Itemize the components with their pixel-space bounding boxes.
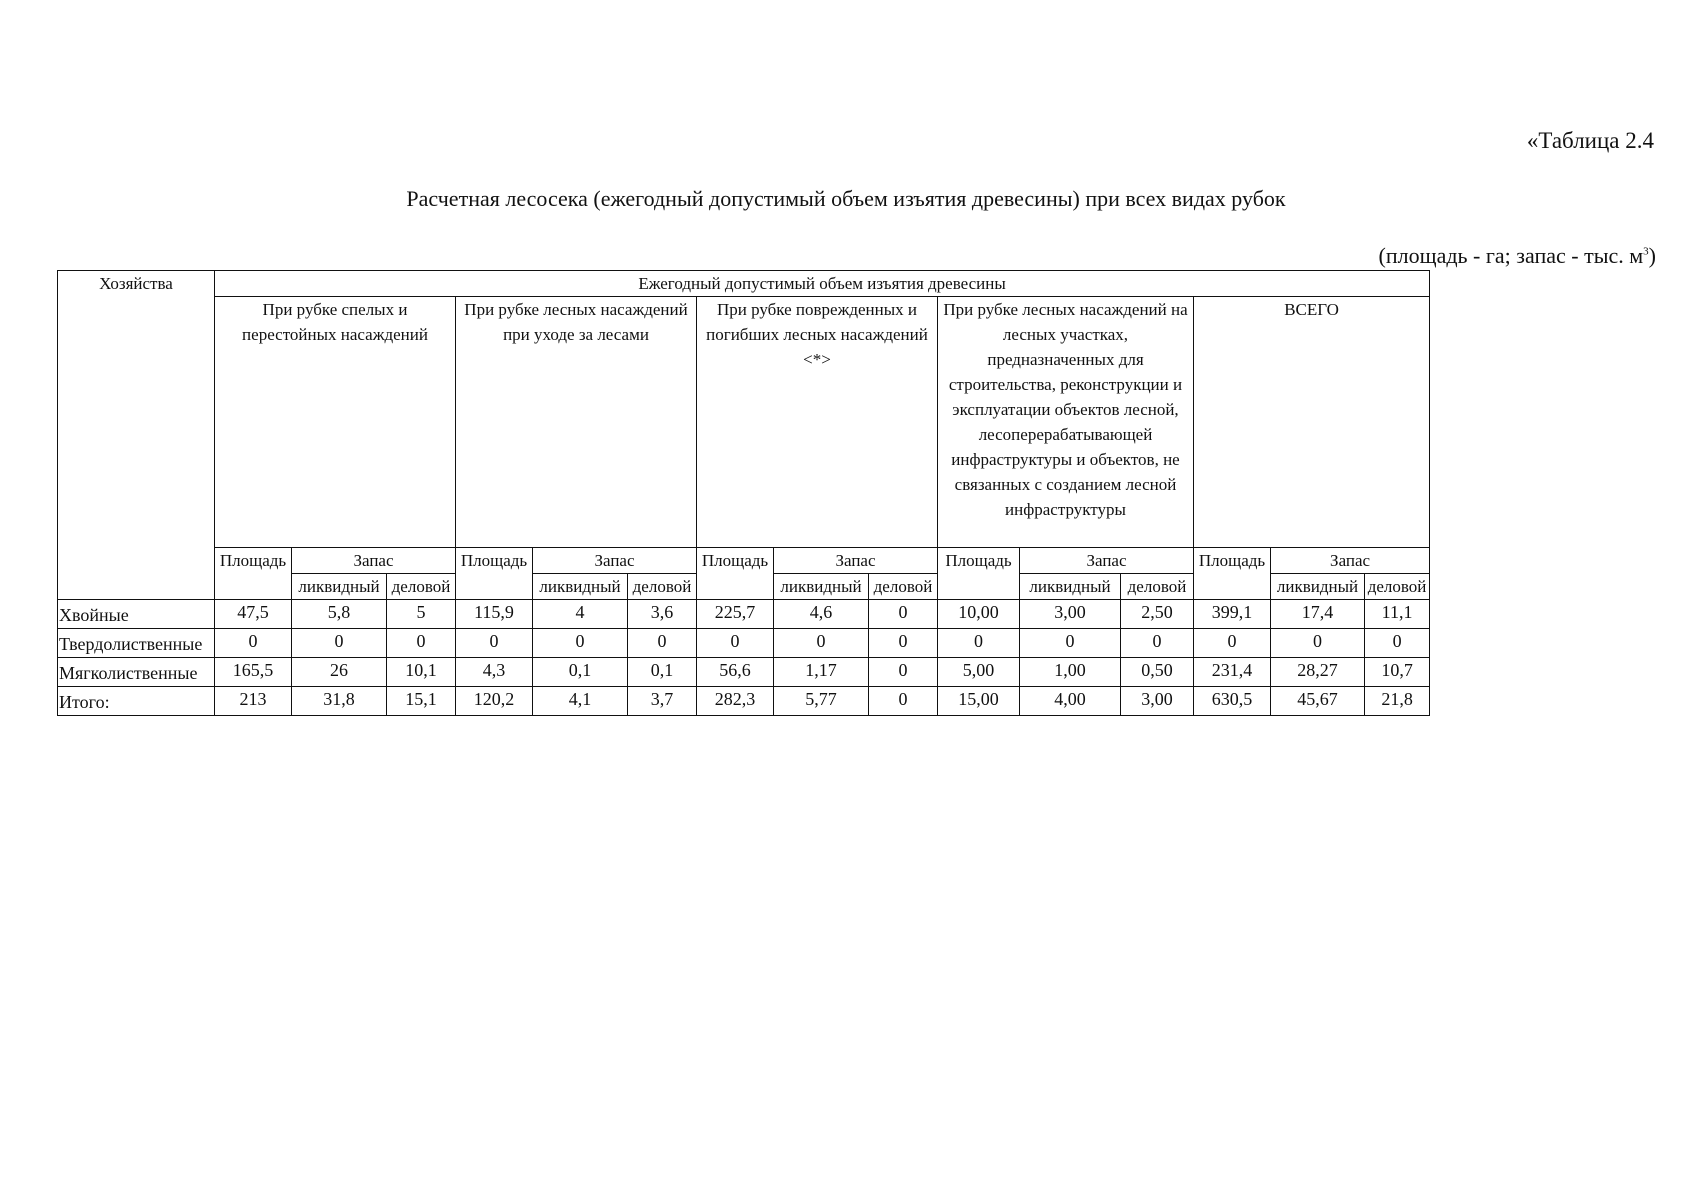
table-cell: 5,8 (292, 600, 387, 629)
table-cell: 225,7 (697, 600, 774, 629)
table-cell: 0 (1271, 629, 1365, 658)
header-stock: Запас (292, 548, 456, 574)
table-cell: 15,1 (387, 687, 456, 716)
header-area: Площадь (456, 548, 533, 600)
table-cell: 282,3 (697, 687, 774, 716)
header-farms: Хозяйства (58, 271, 215, 600)
table-cell: 4,1 (533, 687, 628, 716)
table-cell: 0 (869, 687, 938, 716)
table-cell: 0 (774, 629, 869, 658)
table-cell: 115,9 (456, 600, 533, 629)
table-cell: 630,5 (1194, 687, 1271, 716)
table-cell: 3,00 (1121, 687, 1194, 716)
header-stock: Запас (1020, 548, 1194, 574)
section-mature-stands: При рубке спелых и перестойных насаждений (215, 297, 456, 548)
harvest-table (57, 270, 1430, 716)
row-label: Твердолиственные (58, 629, 215, 658)
table-cell: 0,1 (628, 658, 697, 687)
table-cell: 5 (387, 600, 456, 629)
table-cell: 5,00 (938, 658, 1020, 687)
row-label: Итого: (58, 687, 215, 716)
table-cell: 21,8 (1365, 687, 1430, 716)
table-body (58, 600, 1430, 716)
table-cell: 28,27 (1271, 658, 1365, 687)
table-row (58, 629, 1430, 658)
table-cell: 45,67 (1271, 687, 1365, 716)
header-liquid: ликвидный (1271, 574, 1365, 600)
header-business: деловой (387, 574, 456, 600)
table-row (58, 600, 1430, 629)
table-cell: 0 (1020, 629, 1121, 658)
table-cell: 4,3 (456, 658, 533, 687)
table-cell: 4 (533, 600, 628, 629)
table-cell: 3,6 (628, 600, 697, 629)
header-liquid: ликвидный (1020, 574, 1121, 600)
table-cell: 165,5 (215, 658, 292, 687)
table-cell: 1,17 (774, 658, 869, 687)
table-row (58, 687, 1430, 716)
units-close: ) (1648, 243, 1656, 268)
table-cell: 31,8 (292, 687, 387, 716)
header-business: деловой (1365, 574, 1430, 600)
table-cell: 0 (456, 629, 533, 658)
header-group: Ежегодный допустимый объем изъятия древесины (215, 271, 1430, 297)
table-cell: 26 (292, 658, 387, 687)
table-cell: 3,7 (628, 687, 697, 716)
table-cell: 2,50 (1121, 600, 1194, 629)
table-cell: 0 (533, 629, 628, 658)
table-cell: 0 (1194, 629, 1271, 658)
header-liquid: ликвидный (533, 574, 628, 600)
table-cell: 231,4 (1194, 658, 1271, 687)
header-area: Площадь (938, 548, 1020, 600)
table-cell: 4,6 (774, 600, 869, 629)
row-label: Хвойные (58, 600, 215, 629)
table-cell: 0 (292, 629, 387, 658)
table-cell: 0 (1121, 629, 1194, 658)
table-cell: 0 (869, 600, 938, 629)
header-business: деловой (869, 574, 938, 600)
header-area: Площадь (697, 548, 774, 600)
document-title: Расчетная лесосека (ежегодный допустимый объем изъятия древесины) при всех видах рубок (406, 186, 1286, 211)
table-cell: 0 (938, 629, 1020, 658)
table-cell: 0 (869, 658, 938, 687)
table-cell: 3,00 (1020, 600, 1121, 629)
header-stock: Запас (1271, 548, 1430, 574)
header-liquid: ликвидный (774, 574, 869, 600)
table-cell: 0,1 (533, 658, 628, 687)
units-text: (площадь - га; запас - тыс. м (1378, 243, 1644, 268)
row-label: Мягколиственные (58, 658, 215, 687)
table-cell: 1,00 (1020, 658, 1121, 687)
table-cell: 11,1 (1365, 600, 1430, 629)
header-business: деловой (628, 574, 697, 600)
header-business: деловой (1121, 574, 1194, 600)
header-stock: Запас (533, 548, 697, 574)
table-cell: 0 (215, 629, 292, 658)
table-cell: 17,4 (1271, 600, 1365, 629)
header-area: Площадь (1194, 548, 1271, 600)
section-damaged-stands: При рубке поврежденных и погибших лесных насаждений <*> (697, 297, 938, 548)
table-row (58, 658, 1430, 687)
units-superscript: 3 (1643, 245, 1649, 258)
units-note (1379, 243, 1656, 269)
table-cell: 4,00 (1020, 687, 1121, 716)
table-number-label: «Таблица 2.4 (1526, 128, 1654, 153)
table-cell: 120,2 (456, 687, 533, 716)
table-cell: 47,5 (215, 600, 292, 629)
table-cell: 0 (697, 629, 774, 658)
section-forest-care: При рубке лесных насаждений при уходе за лесами (456, 297, 697, 548)
table-cell: 0,50 (1121, 658, 1194, 687)
table-cell: 56,6 (697, 658, 774, 687)
table-cell: 10,00 (938, 600, 1020, 629)
table-cell: 15,00 (938, 687, 1020, 716)
table-cell: 213 (215, 687, 292, 716)
table-cell: 0 (628, 629, 697, 658)
table-cell: 10,7 (1365, 658, 1430, 687)
header-liquid: ликвидный (292, 574, 387, 600)
table-cell: 399,1 (1194, 600, 1271, 629)
table-cell: 0 (869, 629, 938, 658)
table-cell: 0 (387, 629, 456, 658)
section-construction: При рубке лесных насаждений на лесных участках, предназначенных для строительства, реконструкции и эксплуатации объектов лесной, лесоперерабатывающей инфраструктуры и объектов, не связанных с созданием лесной инфраструктуры (938, 297, 1194, 548)
table-cell: 0 (1365, 629, 1430, 658)
table-cell: 10,1 (387, 658, 456, 687)
section-total: ВСЕГО (1194, 297, 1430, 548)
header-stock: Запас (774, 548, 938, 574)
table-cell: 5,77 (774, 687, 869, 716)
header-area: Площадь (215, 548, 292, 600)
